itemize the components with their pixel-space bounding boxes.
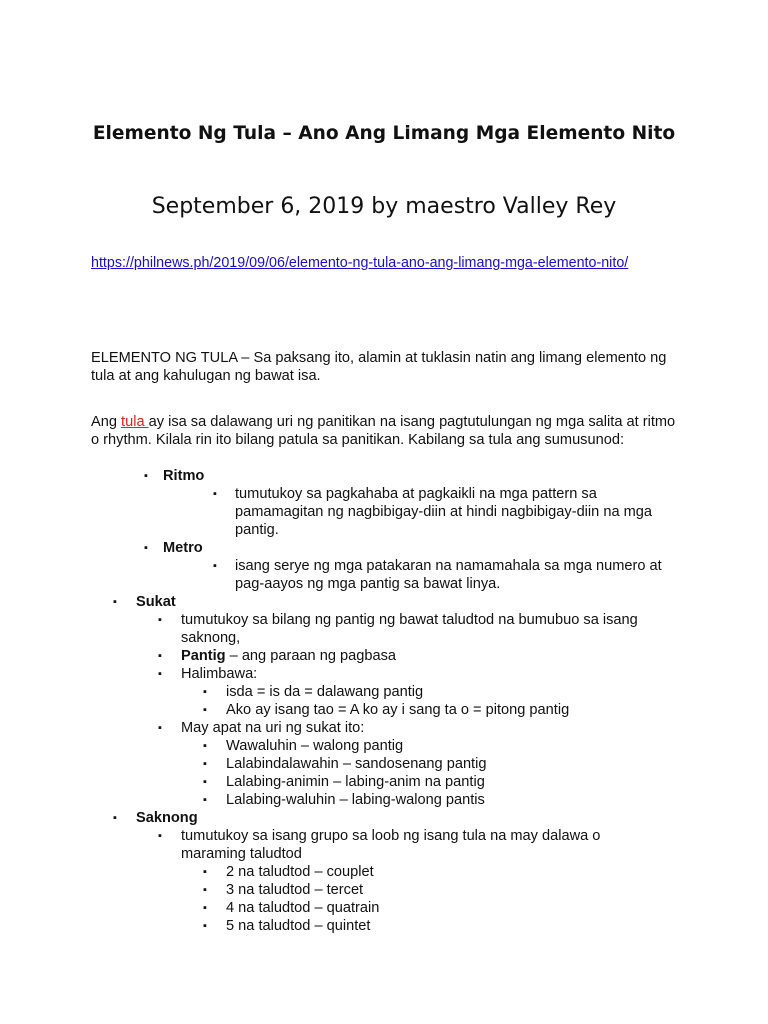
list-item-ritmo bbox=[0, 467, 700, 539]
pantig-line bbox=[181, 647, 700, 665]
list-item bbox=[0, 719, 700, 809]
list-item bbox=[0, 611, 700, 647]
bullet-icon: ▪ bbox=[158, 722, 162, 734]
saknong-sublist bbox=[0, 827, 700, 935]
list-item bbox=[0, 881, 700, 899]
list-item bbox=[0, 683, 700, 701]
list-item bbox=[0, 701, 700, 719]
list-item bbox=[0, 665, 700, 719]
list-item bbox=[0, 773, 700, 791]
bullet-icon: ▪ bbox=[203, 758, 207, 770]
example-text: isda = is da = dalawang pantig bbox=[226, 684, 424, 700]
list-item-metro bbox=[0, 539, 700, 593]
bullet-icon: ▪ bbox=[203, 884, 207, 896]
sukat-types-intro: May apat na uri ng sukat ito: bbox=[181, 720, 365, 736]
definition-paragraph bbox=[91, 413, 681, 449]
sukat-sublist bbox=[0, 611, 700, 809]
list-item bbox=[0, 647, 700, 665]
list-item bbox=[0, 485, 700, 539]
sukat-type-text: Lalabing-waluhin – labing-walong pantis bbox=[226, 792, 485, 808]
halimbawa-label: Halimbawa: bbox=[181, 666, 258, 682]
list-item bbox=[0, 755, 700, 773]
list-item bbox=[0, 827, 700, 935]
bullet-icon: ▪ bbox=[213, 488, 217, 500]
page-title: Elemento Ng Tula – Ano Ang Limang Mga Elemento Nito bbox=[92, 123, 676, 144]
bullet-icon: ▪ bbox=[158, 668, 162, 680]
bullet-icon: ▪ bbox=[203, 704, 207, 716]
bullet-icon: ▪ bbox=[203, 866, 207, 878]
ritmo-sublist bbox=[0, 485, 700, 539]
sukat-types-sublist bbox=[0, 737, 700, 809]
metro-label: Metro bbox=[163, 540, 203, 556]
definition-text-after: ay isa sa dalawang uri ng panitikan na isang pagtutulungan ng mga salita at ritmo o rhythm. Kilala rin ito bilang patula sa panitikan. Kabilang sa tula ang sumusunod: bbox=[91, 414, 676, 448]
bullet-icon: ▪ bbox=[203, 776, 207, 788]
list-item bbox=[0, 737, 700, 755]
sukat-type-text: Lalabing-animin – labing-anim na pantig bbox=[226, 774, 485, 790]
bullet-icon: ▪ bbox=[203, 686, 207, 698]
example-text: Ako ay isang tao = A ko ay i sang ta o = pitong pantig bbox=[226, 702, 570, 718]
bullet-icon: ▪ bbox=[113, 812, 117, 824]
tula-link[interactable]: tula bbox=[121, 414, 149, 430]
saknong-type-text: 3 na taludtod – tercet bbox=[226, 882, 364, 898]
bullet-icon: ▪ bbox=[158, 650, 162, 662]
list-item bbox=[0, 917, 700, 935]
element-list bbox=[0, 467, 700, 935]
list-item bbox=[0, 791, 700, 809]
list-item-sukat bbox=[0, 593, 700, 809]
byline: September 6, 2019 by maestro Valley Rey bbox=[151, 194, 617, 219]
list-item bbox=[0, 899, 700, 917]
sukat-label: Sukat bbox=[136, 594, 176, 610]
pantig-label: Pantig bbox=[181, 648, 226, 664]
bullet-icon: ▪ bbox=[144, 542, 148, 554]
sukat-type-text: Lalabindalawahin – sandosenang pantig bbox=[226, 756, 487, 772]
saknong-type-text: 5 na taludtod – quintet bbox=[226, 918, 371, 934]
ritmo-label: Ritmo bbox=[163, 468, 205, 484]
saknong-types-sublist bbox=[0, 863, 700, 935]
saknong-type-text: 2 na taludtod – couplet bbox=[226, 864, 374, 880]
bullet-icon: ▪ bbox=[203, 902, 207, 914]
list-item bbox=[0, 557, 700, 593]
bullet-icon: ▪ bbox=[158, 830, 162, 842]
sukat-type-text: Wawaluhin – walong pantig bbox=[226, 738, 404, 754]
bullet-icon: ▪ bbox=[113, 596, 117, 608]
metro-description: isang serye ng mga patakaran na namamahala sa mga numero at pag-aayos ng mga pantig sa bawat linya. bbox=[235, 558, 662, 592]
bullet-icon: ▪ bbox=[203, 920, 207, 932]
saknong-description: tumutukoy sa isang grupo sa loob ng isang tula na may dalawa o maraming taludtod bbox=[181, 828, 601, 862]
bullet-icon: ▪ bbox=[203, 794, 207, 806]
bullet-icon: ▪ bbox=[213, 560, 217, 572]
sukat-description: tumutukoy sa bilang ng pantig ng bawat taludtod na bumubuo sa isang saknong, bbox=[181, 612, 638, 646]
bullet-icon: ▪ bbox=[144, 470, 148, 482]
bullet-icon: ▪ bbox=[203, 740, 207, 752]
definition-text-before: Ang bbox=[91, 414, 122, 430]
pantig-text: – ang paraan ng pagbasa bbox=[225, 648, 397, 664]
ritmo-description: tumutukoy sa pagkahaba at pagkaikli na mga pattern sa pamamagitan ng nagbibigay-diin at hindi nagbibigay-diin na mga pantig. bbox=[235, 486, 653, 538]
example-sublist bbox=[0, 683, 700, 719]
metro-sublist bbox=[0, 557, 700, 593]
saknong-type-text: 4 na taludtod – quatrain bbox=[226, 900, 380, 916]
list-item-saknong bbox=[0, 809, 700, 935]
bullet-icon: ▪ bbox=[158, 614, 162, 626]
source-link[interactable]: https://philnews.ph/2019/09/06/elemento-ng-tula-ano-ang-limang-mga-elemento-nito/ bbox=[91, 255, 629, 271]
intro-paragraph: ELEMENTO NG TULA – Sa paksang ito, alamin at tuklasin natin ang limang elemento ng tula at ang kahulugan ng bawat isa. bbox=[91, 350, 667, 384]
saknong-label: Saknong bbox=[136, 810, 198, 826]
list-item bbox=[0, 863, 700, 881]
